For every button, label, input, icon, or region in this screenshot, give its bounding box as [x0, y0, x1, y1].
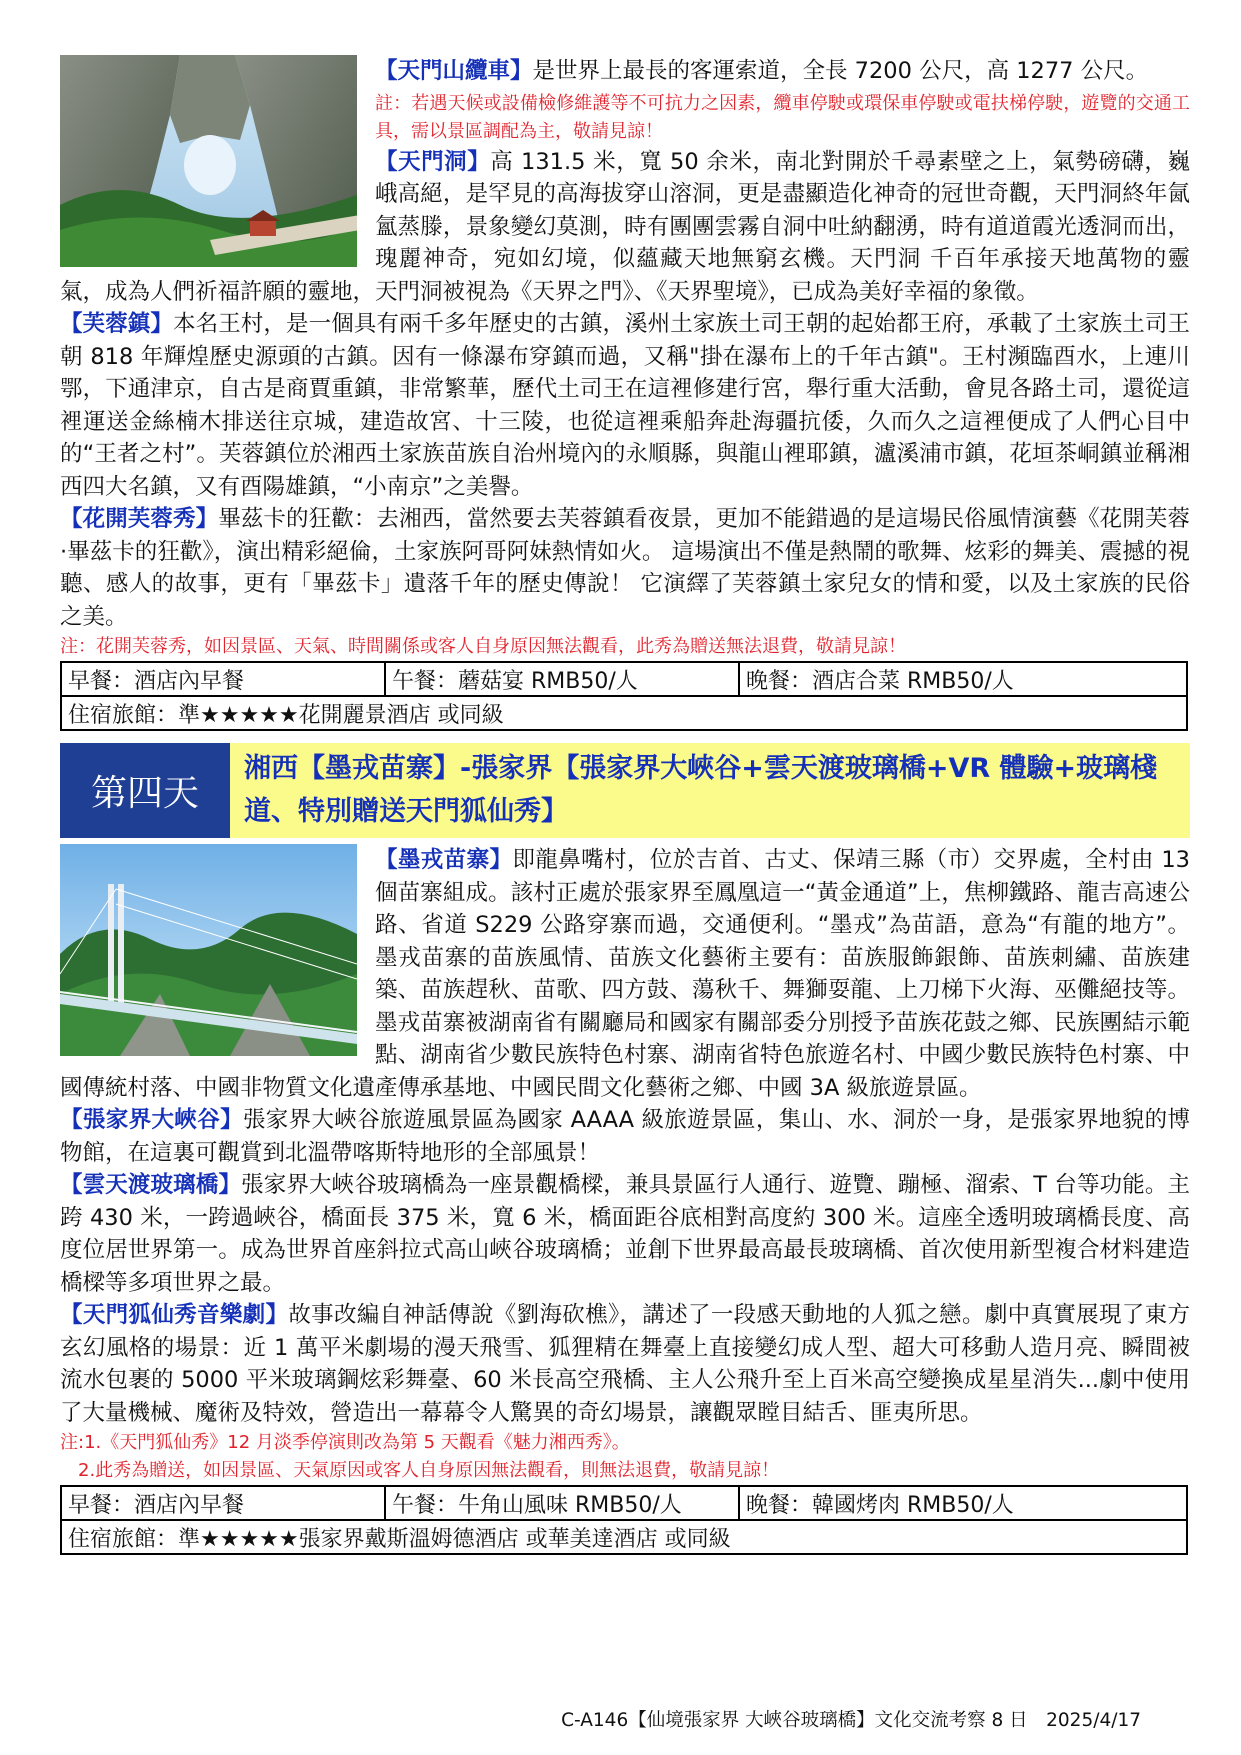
meals-table-day4 — [60, 1485, 1188, 1555]
lunch-cell: 午餐：蘑菇宴 RMB50/人 — [385, 662, 739, 696]
cable-car-text: 是世界上最長的客運索道，全長 7200 公尺，高 1277 公尺。 — [532, 58, 1149, 84]
fox-show-note-1: 注:1.《天門狐仙秀》12 月淡季停演則改為第 5 天觀看《魅力湘西秀》。 — [60, 1432, 630, 1453]
fox-show-note-2: 2.此秀為贈送，如因景區、天氣原因或客人自身原因無法觀看，則無法退費，敬請見諒！ — [78, 1460, 780, 1481]
hotel-cell: 住宿旅館：準★★★★★花開麗景酒店 或同級 — [61, 696, 1187, 730]
breakfast-cell: 早餐：酒店內早餐 — [61, 1486, 385, 1520]
cable-car-note: 註：若遇天候或設備檢修維護等不可抗力之因素，纜車停駛或環保車停駛或電扶梯停駛，遊覽的交通工具，需以景區調配為主，敬請見諒！ — [375, 92, 1190, 142]
fox-show-heading: 【天門狐仙秀音樂劇】 — [60, 1302, 289, 1328]
itinerary-page — [60, 55, 1190, 1555]
morong-heading: 【墨戎苗寨】 — [375, 847, 513, 873]
tianmen-cave-photo — [60, 55, 357, 267]
dinner-cell: 晚餐：韓國烤肉 RMB50/人 — [739, 1486, 1187, 1520]
meals-table-day3 — [60, 661, 1188, 731]
furong-show-text: 畢茲卡的狂歡：去湘西，當然要去芙蓉鎮看夜景，更加不能錯過的是這場民俗風情演藝《花開芙蓉·畢茲卡的狂歡》，演出精彩絕倫，土家族阿哥阿妹熱情如火。 這場演出不僅是熱鬧的歌舞、炫彩的舞美、震撼的視聽、感人的故事，更有「畢茲卡」遺落千年的歷史傳說！ 它演繹了芙蓉鎮土家兒女的情和愛，以及土家族的民俗之美。 — [60, 506, 1190, 630]
glass-bridge-text: 張家界大峽谷玻璃橋為一座景觀橋樑，兼具景區行人通行、遊覽、蹦極、溜索、T 台等功能。主跨 430 米，一跨過峽谷，橋面長 375 米，寬 6 米，橋面距谷底相對高度約 300 米。這座全透明玻璃橋長度、高度位居世界第一。成為世界首座斜拉式高山峽谷玻璃橋；並創下世界最高最長玻璃橋、首次使用新型複合材料建造橋樑等多項世界之最。 — [60, 1172, 1190, 1296]
breakfast-cell: 早餐：酒店內早餐 — [61, 662, 385, 696]
glass-bridge-photo — [60, 844, 357, 1056]
day4-label: 第四天 — [60, 743, 230, 838]
tianmen-section — [60, 55, 1190, 661]
day4-title: 湘西【墨戎苗寨】-張家界【張家界大峽谷+雲天渡玻璃橋+VR 體驗+玻璃棧道、特別贈送天門狐仙秀】 — [230, 743, 1190, 838]
day4-section — [60, 844, 1190, 1485]
tianmen-cave-heading: 【天門洞】 — [375, 148, 491, 175]
furong-show-note: 注：花開芙蓉秀，如因景區、天氣、時間關係或客人自身原因無法觀看，此秀為贈送無法退費，敬請見諒！ — [60, 636, 906, 657]
canyon-text: 張家界大峽谷旅遊風景區為國家 AAAA 級旅遊景區，集山、水、洞於一身，是張家界地貌的博物館，在這裏可觀賞到北溫帶喀斯特地形的全部風景！ — [60, 1107, 1190, 1166]
page-footer: C-A146【仙境張家界 大峽谷玻璃橋】文化交流考察 8 日 2025/4/17 — [561, 1710, 1141, 1731]
lunch-cell: 午餐：牛角山風味 RMB50/人 — [385, 1486, 739, 1520]
hotel-cell: 住宿旅館：準★★★★★張家界戴斯溫姆德酒店 或華美達酒店 或同級 — [61, 1520, 1187, 1554]
dinner-cell: 晚餐：酒店合菜 RMB50/人 — [739, 662, 1187, 696]
furong-heading: 【芙蓉鎮】 — [60, 311, 174, 337]
furong-show-heading: 【花開芙蓉秀】 — [60, 506, 219, 532]
furong-text: 本名王村，是一個具有兩千多年歷史的古鎮，溪州土家族土司王朝的起始都王府，承載了土家族土司王朝 818 年輝煌歷史源頭的古鎮。因有一條瀑布穿鎮而過，又稱"掛在瀑布上的千年古鎮"。王村瀕臨酉水，上連川鄂，下通津京，自古是商賈重鎮，非常繁華，歷代土司王在這裡修建行宮，舉行重大活動，會見各路土司，還從這裡運送金絲楠木排送往京城，建造故宮、十三陵，也從這裡乘船奔赴海疆抗倭，久而久之這裡便成了人們心目中的“王者之村”。芙蓉鎮位於湘西土家族苗族自治州境內的永順縣，與龍山裡耶鎮，瀘溪浦市鎮，花垣茶峒鎮並稱湘西四大名鎮，又有酉陽雄鎮，“小南京”之美譽。 — [60, 311, 1190, 500]
canyon-heading: 【張家界大峽谷】 — [60, 1107, 243, 1133]
cable-car-heading: 【天門山纜車】 — [375, 58, 533, 84]
glass-bridge-heading: 【雲天渡玻璃橋】 — [60, 1172, 242, 1198]
morong-text: 即龍鼻嘴村，位於吉首、古丈、保靖三縣（市）交界處，全村由 13 個苗寨組成。該村正處於張家界至鳳凰這一“黃金通道”上，焦柳鐵路、龍吉高速公路、省道 S229 公路穿寨而過，交通便利。“墨戎”為苗語，意為“有龍的地方”。墨戎苗寨的苗族風情、苗族文化藝術主要有：苗族服飾銀飾、苗族刺繡、苗族建築、苗族趕秋、苗歌、四方鼓、蕩秋千、舞獅耍龍、上刀梯下火海、巫儺絕技等。墨戎苗寨被湖南省有關廳局和國家有關部委分別授予苗族花鼓之鄉、民族團結示範點、湖南省少數民族特色村寨、湖南省特色旅遊名村、中國少數民族特色村寨、中國傳統村落、中國非物質文化遺產傳承基地、中國民間文化藝術之鄉、中國 3A 級旅遊景區。 — [60, 847, 1190, 1101]
tianmen-cave-text: 高 131.5 米，寬 50 余米，南北對開於千尋素壁之上，氣勢磅礴，巍峨高絕，是罕見的高海拔穿山溶洞，更是盡顯造化神奇的冠世奇觀，天門洞終年氤氳蒸滕，景象變幻莫測，時有團團雲霧自洞中吐納翻湧，時有道道霞光透洞而出，瑰麗神奇，宛如幻境，似蘊藏天地無窮玄機。天門洞 千百年承接天地萬物的靈氣，成為人們祈福許願的靈地，天門洞被視為《天界之門》、《天界聖境》，已成為美好幸福的象徵。 — [60, 148, 1190, 305]
fox-show-text: 故事改編自神話傳說《劉海砍樵》，講述了一段感天動地的人狐之戀。劇中真實展現了東方玄幻風格的場景：近 1 萬平米劇場的漫天飛雪、狐狸精在舞臺上直接變幻成人型、超大可移動人造月亮、瞬間被流水包裹的 5000 平米玻璃鋼炫彩舞臺、60 米長高空飛橋、主人公飛升至上百米高空變換成星星消失...劇中使用了大量機械、魔術及特效，營造出一幕幕令人驚異的奇幻場景，讓觀眾瞠目結舌、匪夷所思。 — [60, 1302, 1190, 1426]
day4-banner — [60, 743, 1190, 838]
